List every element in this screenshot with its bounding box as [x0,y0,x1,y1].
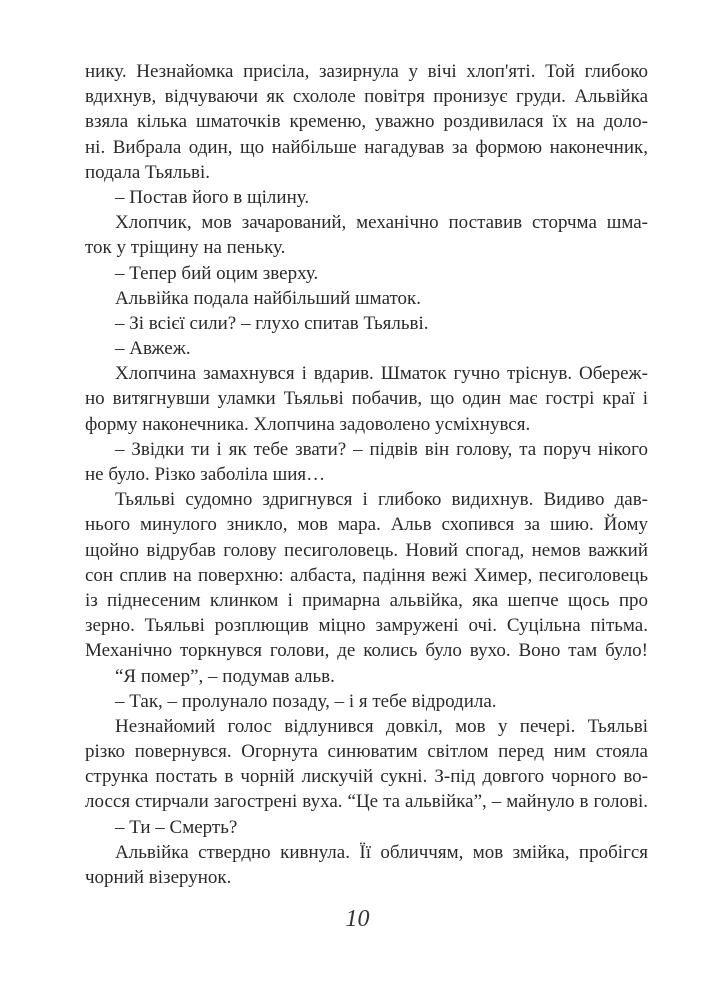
text-line: “Я помер”, – подумав альв. [115,665,335,687]
text-line: – Так, – пролунало позаду, – і я тебе відродила. [115,690,497,712]
text-line: Хлопчик, мов зачарований, механічно поставив сторчма шма- [115,212,648,234]
text-line: нику. Незнайомка присіла, зазирнула у вічі хлоп'яті. Той глибоко [85,61,648,82]
text-line: – Ти – Смерть? [115,816,238,838]
text-line: струнка постать в чорній лискучій сукні. З-під довгого чорного во- [85,766,648,788]
text-line: – Зі всієї сили? – глухо спитав Тьяльві. [115,312,429,334]
text-line: – Звідки ти і як тебе звати? – підвів він голову, та поруч нікого [115,438,648,460]
text-line: чорний візерунок. [85,867,232,888]
text-line: Альвійка подала найбільший шматок. [115,287,422,309]
text-line: Альвійка ствердно кивнула. Її обличчям, мов змійка, пробігся [115,841,648,863]
text-line: Хлопчина замахнувся і вдарив. Шматок гучно тріснув. Обереж- [115,363,648,385]
text-line: лосся стирчали загострені вуха. “Це та альвійка”, – майнуло в голові. [85,791,648,813]
text-line: – Постав його в щілину. [115,186,310,208]
text-line: Тьяльві судомно здригнувся і глибоко видихнув. Видиво дав- [115,489,648,511]
page-number: 10 [345,906,370,932]
text-line: ні. Вибрала один, що найбільше нагадував за формою наконечник, [85,136,648,158]
text-line: – Тепер бий оцим зверху. [115,262,319,284]
text-line: зерно. Тьяльві розплющив міцно замружені очі. Суцільна пітьма. [85,615,648,637]
text-line: сон сплив на поверхню: албаста, падіння вежі Химер, песиголовець [85,564,648,586]
text-line: не було. Різко заболіла шия… [85,464,326,485]
text-line: Механічно торкнувся голови, де колись було вухо. Воно там було! [85,640,648,662]
book-page-text [85,59,648,890]
text-line: подала Тьяльві. [85,161,211,183]
text-line: форму наконечника. Хлопчина задоволено усміхнувся. [85,413,531,435]
text-line: Незнайомий голос відлунився довкіл, мов у печері. Тьяльві [115,715,648,737]
text-line: вдихнув, відчуваючи як схололе повітря пронизує груди. Альвійка [85,86,648,108]
text-line: но витягнувши уламки Тьяльві побачив, що один має гострі краї і [85,388,648,410]
text-line: ток у тріщину на пеньку. [85,237,286,259]
text-line: щойно відрубав голову песиголовець. Новий спогад, немов важкий [85,539,648,561]
text-line: нього минулого зникло, мов мара. Альв схопився за шию. Йому [85,514,648,536]
text-line: різко повернувся. Огорнута синюватим світлом перед ним стояла [85,741,648,763]
text-line: – Авжеж. [115,338,191,360]
text-line: взяла кілька шматочків кременю, уважно роздивилася їх на доло- [85,111,648,133]
text-line: із піднесеним клинком і примарна альвійка, яка шепче щось про [85,589,648,611]
